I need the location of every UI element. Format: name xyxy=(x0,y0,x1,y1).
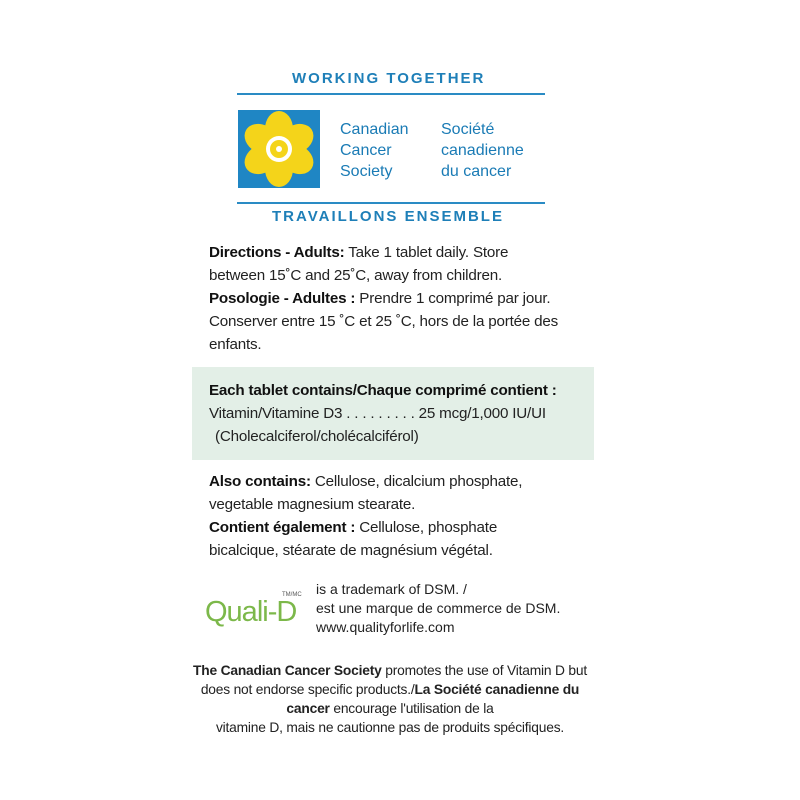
quali-d-logo: TM/MC Quali-D xyxy=(205,592,302,628)
directions-block: Directions - Adults: Take 1 tablet daily. Store between 15˚C and 25˚C, away from children. Posologie - Adultes : Prendre 1 comprimé par jour. Conserver entre 15 ˚C et 25 ˚C, hors de la portée des enfants. xyxy=(209,244,559,353)
working-together-heading: WORKING TOGETHER xyxy=(292,70,486,87)
org-name-french: Société canadienne du cancer xyxy=(441,121,524,180)
bottom-divider xyxy=(237,202,545,204)
org-name-english: Canadian Cancer Society xyxy=(340,121,409,180)
top-divider xyxy=(237,93,545,95)
trademark-notice: is a trademark of DSM. / est une marque de commerce de DSM. www.qualityforlife.com xyxy=(316,581,561,635)
daffodil-logo-icon xyxy=(238,110,320,188)
also-contains-block: Also contains: Cellulose, dicalcium phosphate, vegetable magnesium stearate. Contient également : Cellulose, phosphate bicalcique, stéarate de magnésium végétal. xyxy=(209,473,523,559)
travaillons-ensemble-heading: TRAVAILLONS ENSEMBLE xyxy=(272,208,504,225)
ingredients-block: Each tablet contains/Chaque comprimé contient : Vitamin/Vitamine D3 . . . . . . . . . 25 mcg/1,000 IU/UI (Cholecalciferol/cholécalciférol) xyxy=(209,382,557,445)
disclaimer: The Canadian Cancer Society promotes the use of Vitamin D but does not endorse specific products./La Société canadienne du cancer encourage l'utilisation de la vitamine D, mais ne cautionne pas de produits spécifiques. xyxy=(193,663,587,735)
